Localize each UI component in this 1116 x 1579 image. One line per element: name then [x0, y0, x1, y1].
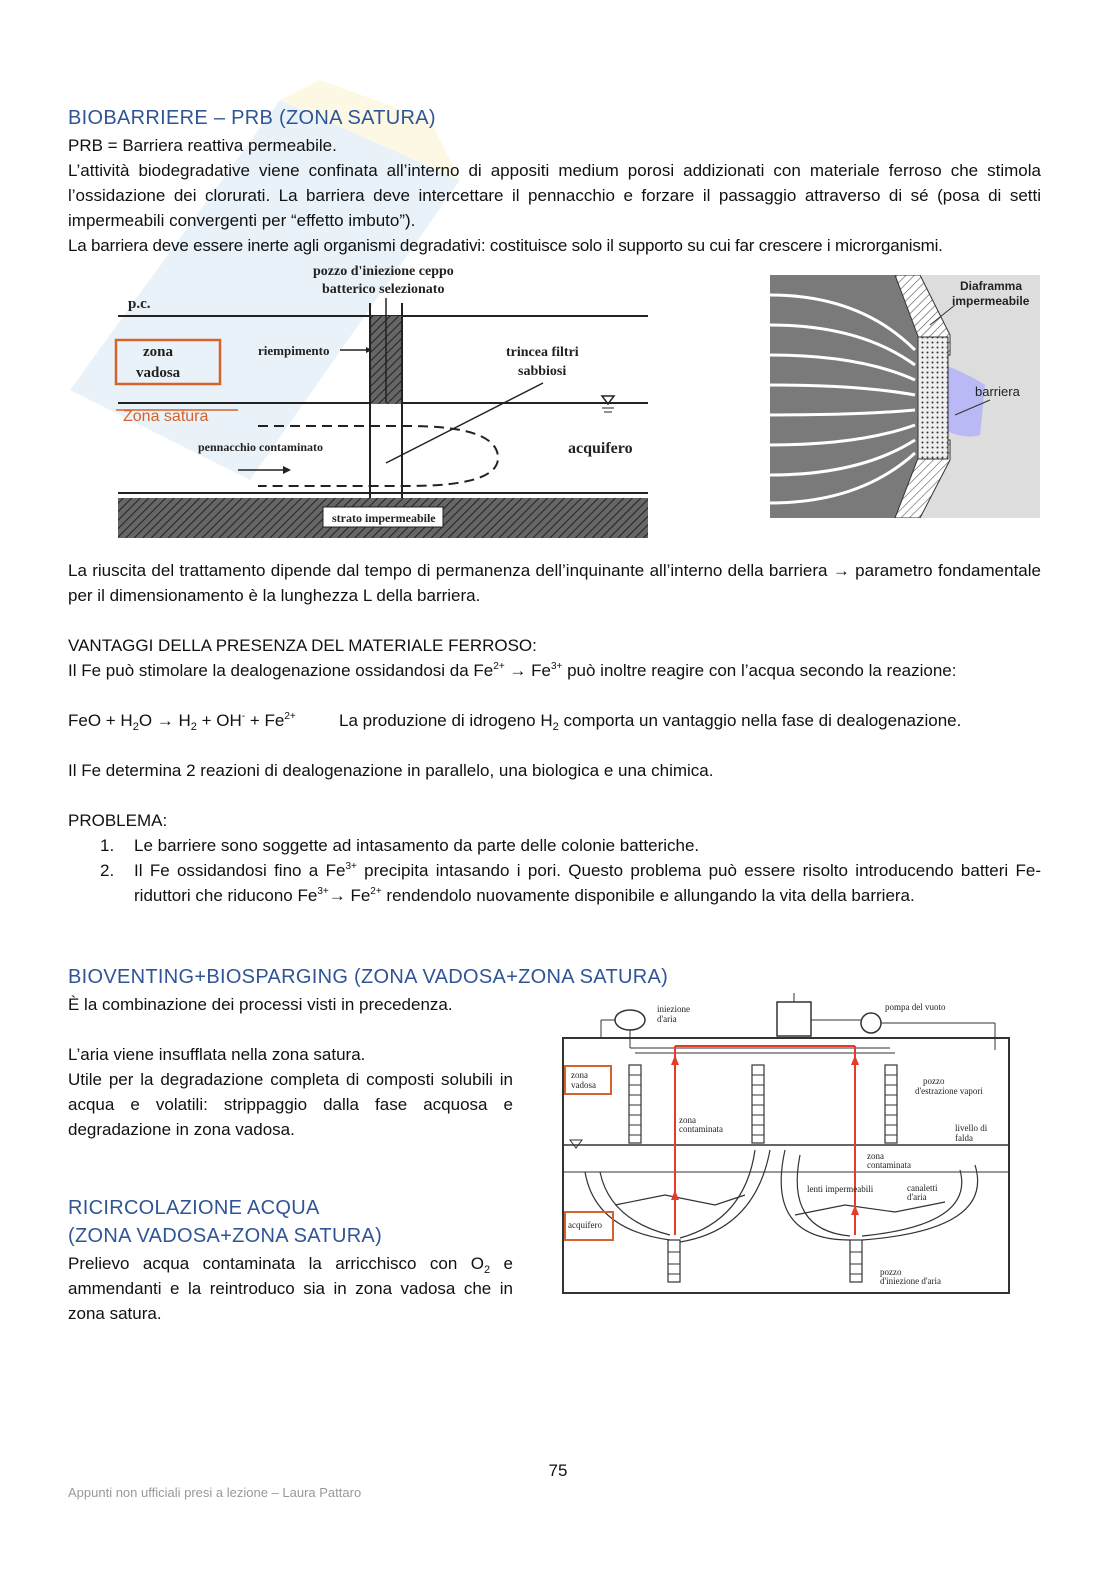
label-zona-satura: Zona satura [123, 408, 209, 425]
label-iniezione-1: iniezione [657, 1004, 690, 1014]
figure-barriera-sezione [108, 258, 656, 543]
paragraph-reazioni-parallelo: Il Fe determina 2 reazioni di dealogenazione in parallelo, una biologica e una chimica. [68, 761, 714, 780]
label-pozzo-estrazione-2: d'estrazione vapori [915, 1086, 983, 1096]
sub-eq-3: 2 [552, 721, 559, 733]
text-ricirc-a: Prelievo acqua contaminata la arricchisco con O [68, 1254, 484, 1273]
text-vantaggi-a: Il Fe può stimolare la dealogenazione ossidandosi da Fe [68, 661, 494, 680]
paragraph-vantaggi [68, 658, 1041, 683]
problem-sup-1: 3+ [345, 861, 357, 872]
label-iniezione-2: d'aria [657, 1014, 677, 1024]
text-vantaggi-c: può inoltre reagire con l’acqua secondo la reazione: [562, 661, 957, 680]
section-title-ricircolazione-1: RICIRCOLAZIONE ACQUA [68, 1197, 320, 1219]
page-number: 75 [548, 1461, 568, 1480]
paragraph-utile: Utile per la degradazione completa di composti solubili in acqua e volatili: strippaggio dalla fase acquosa e degradazione in zona vadosa. [68, 1070, 513, 1139]
text-ricirc-b: e ammendanti e la reintroduco sia in zona vadosa che in zona satura. [68, 1254, 513, 1323]
problem-item-2 [68, 858, 1041, 908]
figure-barriera-pianta [770, 275, 1040, 518]
problem-text-2b: precipita intasando i pori. Questo problema può essere risolto introducendo batteri Fe-riduttori che riducono Fe [134, 861, 1041, 905]
heading-vantaggi: VANTAGGI DELLA PRESENZA DEL MATERIALE FERROSO: [68, 636, 537, 655]
section-title-ricircolazione-2: (ZONA VADOSA+ZONA SATURA) [68, 1225, 383, 1247]
paragraph-combinazione: È la combinazione dei processi visti in precedenza. [68, 995, 453, 1014]
label-zona-vadosa-2: vadosa [571, 1080, 596, 1090]
paragraph-prb-desc: L’attività biodegradative viene confinata all’interno di appositi medium porosi addizionati con materiale ferroso che stimola l’ossidazione dei clorurati. La barriera deve intercettare il pennacchio e forzare il passaggio attraverso di sé (posa di setti impermeabili convergenti per “effetto imbuto”). [68, 161, 1041, 230]
text-vantaggi-b: → Fe [504, 661, 551, 680]
label-pozzo-1: pozzo d'iniezione ceppo [313, 264, 454, 279]
label-pozzo-iniezione-2: d'iniezione d'aria [880, 1276, 941, 1286]
text-eq-e: La produzione di idrogeno H [339, 711, 553, 730]
label-pozzo-2: batterico selezionato [322, 282, 445, 297]
section-title-biobarriere: BIOBARRIERE – PRB (ZONA SATURA) [68, 107, 436, 129]
label-livello-2: falda [955, 1133, 973, 1143]
paragraph-prb-inerte: La barriera deve essere inerte agli organismi degradativi: costituisce solo il supporto su cui far crescere i microrganismi. [68, 236, 943, 255]
sup-fe3: 3+ [550, 661, 563, 672]
label-pompa: pompa del vuoto [885, 1002, 946, 1012]
text-eq-a: FeO + H [68, 711, 133, 730]
label-diaframma-1: Diaframma [960, 279, 1023, 293]
label-vadosa: vadosa [136, 365, 181, 381]
label-livello-1: livello di [955, 1123, 988, 1133]
label-acquifero: acquifero [568, 440, 633, 457]
problem-text-2c: → Fe [328, 886, 371, 905]
label-zona-contaminata-1: zona [679, 1115, 696, 1125]
problem-text-1: Le barriere sono soggette ad intasamento da parte delle colonie batteriche. [134, 836, 700, 855]
label-pennacchio: pennacchio contaminato [198, 440, 324, 454]
label-canaletti-1: canaletti [907, 1183, 938, 1193]
problem-sup-3: 2+ [370, 886, 382, 897]
paragraph-permanenza: La riuscita del trattamento dipende dal tempo di permanenza dell’inquinante all’interno della barriera → parametro fondamentale per il dimensionamento è la lunghezza L della barriera. [68, 561, 1041, 605]
footer-text: Appunti non ufficiali presi a lezione – Laura Pattaro [68, 1485, 362, 1500]
problem-list [68, 833, 1041, 908]
heading-problema: PROBLEMA: [68, 811, 168, 830]
paragraph-prb-def: PRB = Barriera reattiva permeabile. [68, 136, 337, 155]
label-pozzo-iniezione-1: pozzo [880, 1267, 902, 1277]
text-eq-c: + OH [196, 711, 242, 730]
label-lenti: lenti impermeabili [807, 1184, 874, 1194]
problem-num-2: 2. [100, 861, 115, 880]
text-eq-b: O → H [138, 711, 191, 730]
label-riempimento: riempimento [258, 343, 330, 358]
label-pc: p.c. [128, 296, 151, 312]
label-acquifero-fig3: acquifero [568, 1220, 602, 1230]
problem-text-2a: Il Fe ossidandosi fino a Fe [134, 861, 346, 880]
problem-num-1: 1. [100, 836, 115, 855]
label-zona-contaminata-4: contaminata [867, 1160, 911, 1170]
sub-o2: 2 [483, 1264, 491, 1276]
reaction-comment [339, 708, 1039, 733]
sup-eq-2: 2+ [284, 711, 296, 722]
label-zona-vadosa-1: zona [571, 1070, 588, 1080]
label-trincea-2: sabbiosi [518, 364, 567, 379]
label-zona-contaminata-3: zona [867, 1151, 884, 1161]
label-pozzo-estrazione-1: pozzo [923, 1076, 945, 1086]
section-title-bioventing: BIOVENTING+BIOSPARGING (ZONA VADOSA+ZONA SATURA) [68, 966, 669, 988]
text-eq-d: + Fe [245, 711, 285, 730]
problem-sup-2: 3+ [317, 886, 329, 897]
label-barriera: barriera [975, 384, 1020, 399]
sup-fe2: 2+ [493, 661, 505, 672]
sub-eq-2: 2 [190, 721, 197, 733]
problem-text-2d: rendendolo nuovamente disponibile e allungando la vita della barriera. [381, 886, 915, 905]
label-diaframma-2: impermeabile [952, 294, 1030, 308]
sub-eq-1: 2 [132, 721, 139, 733]
text-eq-f: comporta un vantaggio nella fase di dealogenazione. [558, 711, 962, 730]
label-zona-contaminata-2: contaminata [679, 1124, 723, 1134]
paragraph-aria: L’aria viene insufflata nella zona satura. [68, 1045, 366, 1064]
label-zona: zona [143, 344, 173, 360]
figure-bioventing-biosparging [555, 990, 1015, 1300]
label-strato: strato impermeabile [332, 511, 436, 525]
paragraph-ricircolazione [68, 1251, 513, 1326]
label-trincea-1: trincea filtri [506, 345, 579, 360]
sup-eq-1: - [241, 711, 246, 722]
problem-item-1 [68, 833, 1041, 858]
label-canaletti-2: d'aria [907, 1192, 927, 1202]
